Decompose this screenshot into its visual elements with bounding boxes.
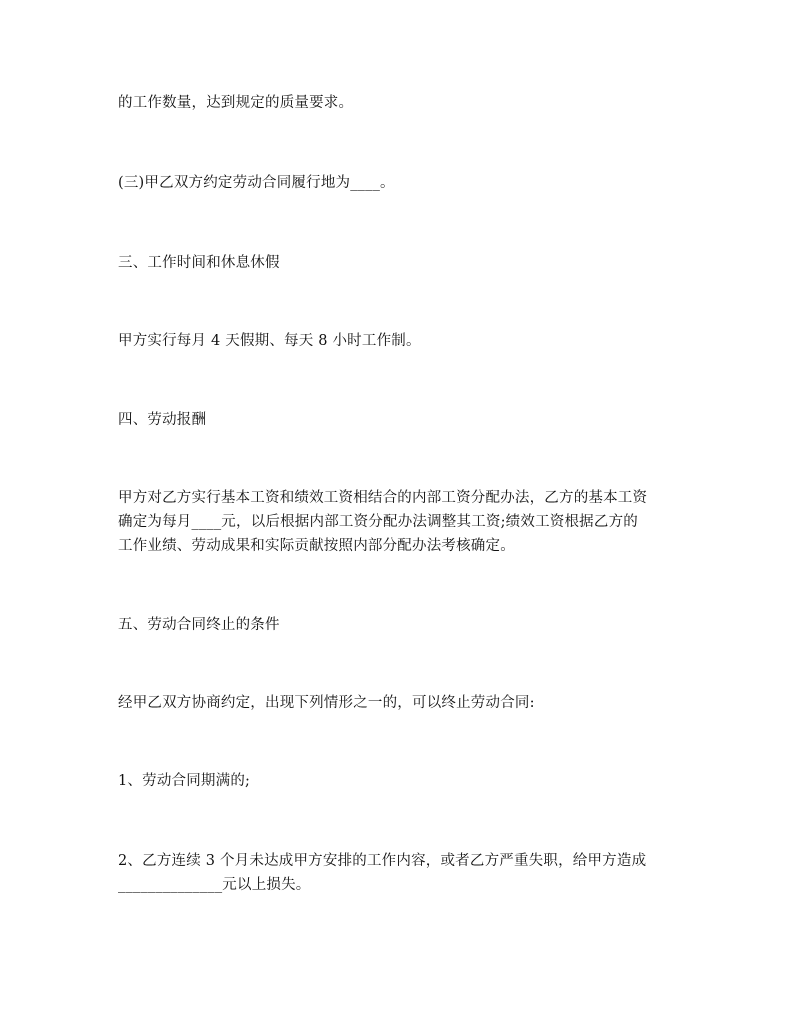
list-item: 2、乙方连续 3 个月未达成甲方安排的工作内容，或者乙方严重失职，给甲方造成 [118, 853, 647, 869]
paragraph-line: 工作业绩、劳动成果和实际贡献按照内部分配办法考核确定。 [118, 538, 515, 554]
section-heading-remuneration: 四、劳动报酬 [118, 412, 207, 428]
paragraph-line: 经甲乙双方协商约定，出现下列情形之一的，可以终止劳动合同: [118, 695, 535, 711]
section-heading-work-hours: 三、工作时间和休息休假 [118, 255, 280, 271]
paragraph-line: 甲方实行每月 4 天假期、每天 8 小时工作制。 [118, 333, 421, 349]
section-heading-termination: 五、劳动合同终止的条件 [118, 617, 280, 633]
paragraph-line: ______________元以上损失。 [118, 877, 311, 893]
paragraph-line: 的工作数量，达到规定的质量要求。 [118, 95, 354, 111]
clause-workplace: (三)甲乙双方约定劳动合同履行地为____。 [118, 175, 395, 191]
paragraph-line: 确定为每月____元，以后根据内部工资分配办法调整其工资;绩效工资根据乙方的 [118, 514, 638, 530]
list-item: 1、劳动合同期满的; [118, 773, 251, 789]
paragraph-line: 甲方对乙方实行基本工资和绩效工资相结合的内部工资分配办法，乙方的基本工资 [118, 490, 648, 506]
